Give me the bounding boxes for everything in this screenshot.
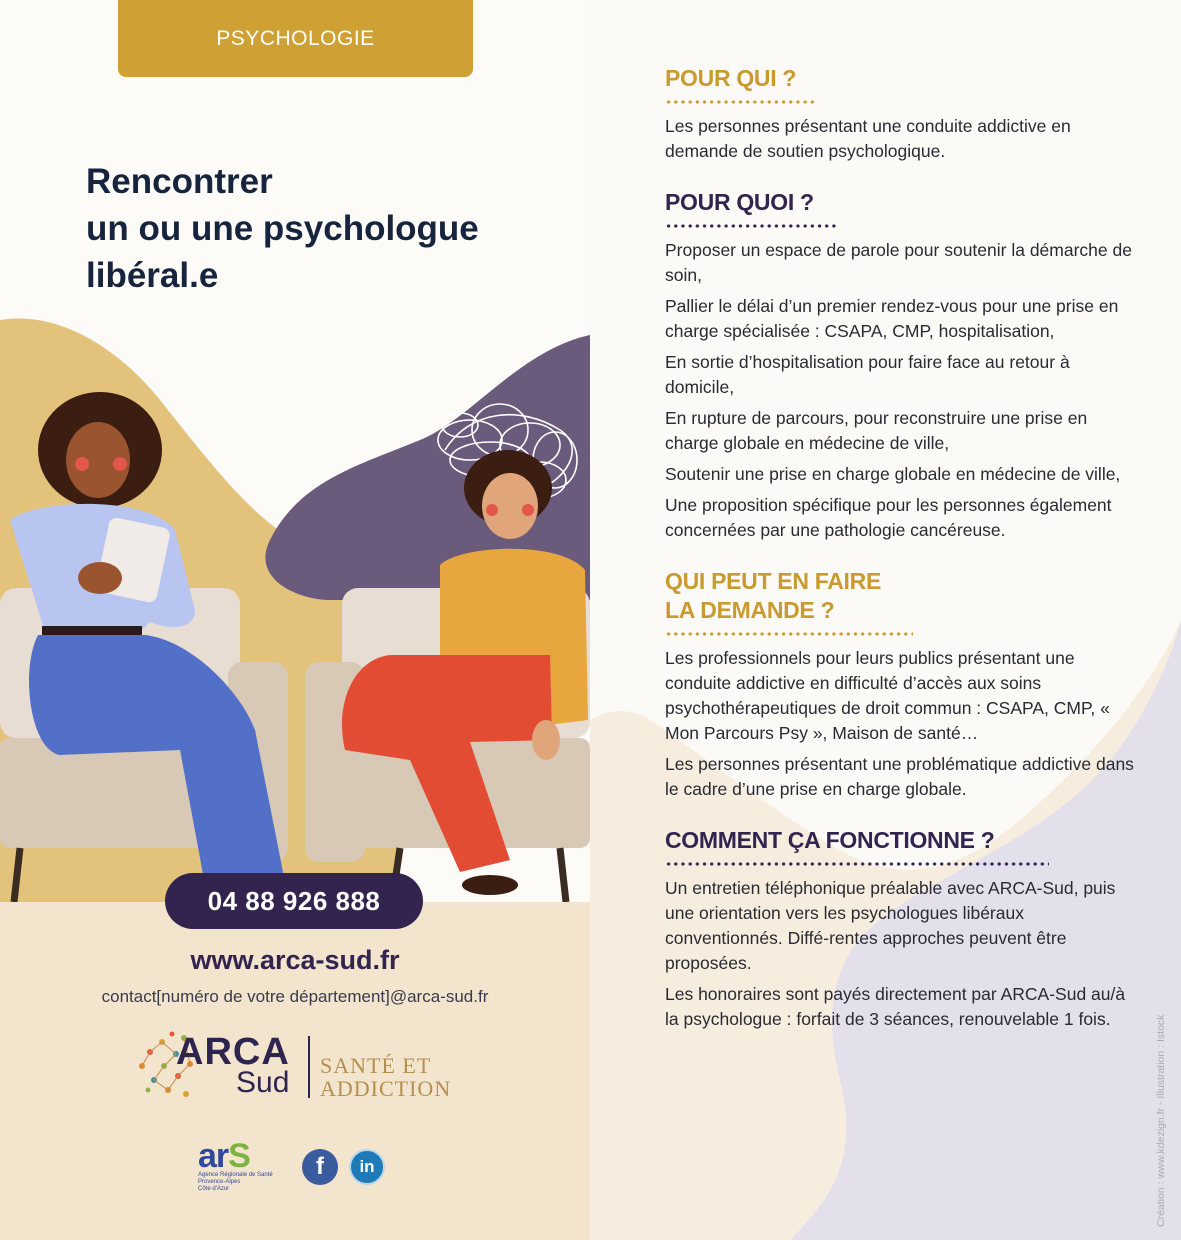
title-line: libéral.e (86, 256, 219, 295)
heading-line: QUI PEUT EN FAIRE (665, 568, 881, 594)
category-tag: PSYCHOLOGIE (118, 0, 473, 77)
facebook-icon[interactable]: f (302, 1149, 338, 1185)
section-qui-peut-demander (665, 567, 1135, 802)
section-paragraph: Un entretien téléphonique préalable avec ARCA-Sud, puis une orientation vers les psychologues libéraux conventionnés. Diffé-rentes approches peuvent être proposées. (665, 878, 1116, 973)
tagline-line: ADDICTION (320, 1076, 452, 1101)
ars-sub-line: Côte d'Azur (198, 1186, 230, 1192)
ars-logo-subtitle (198, 1172, 273, 1193)
section-paragraph: Soutenir une prise en charge globale en médecine de ville, (665, 464, 1121, 484)
ars-logo-s: S (228, 1137, 250, 1175)
section-heading: COMMENT ÇA FONCTIONNE ? (665, 827, 995, 853)
section-heading (665, 567, 1135, 625)
section-heading: POUR QUOI ? (665, 189, 814, 215)
section-paragraph: En sortie d’hospitalisation pour faire face au retour à domicile, (665, 352, 1070, 397)
arca-tagline (320, 1054, 451, 1100)
phone-number-badge[interactable]: 04 88 926 888 (165, 873, 423, 929)
title-line: Rencontrer (86, 162, 273, 201)
ars-sub-line: Agence Régionale de Santé (198, 1172, 273, 1178)
ars-logo (198, 1137, 250, 1176)
contact-email[interactable]: contact[numéro de votre département]@arca-sud.fr (101, 987, 489, 1006)
right-panel (590, 0, 1181, 1240)
section-pour-quoi (665, 188, 1135, 543)
ars-logo-word: ar (198, 1137, 229, 1175)
logo-divider (308, 1036, 310, 1098)
linkedin-icon[interactable]: in (349, 1149, 385, 1185)
arca-logo-name: ARCA (176, 1031, 290, 1073)
credit-text: Création : www.kdezign.fr - Illustration : Istock (1155, 1014, 1167, 1227)
info-content (665, 64, 1135, 1056)
dotted-underline (665, 224, 839, 228)
section-comment-ca-fonctionne (665, 826, 1135, 1032)
section-paragraph: Pallier le délai d’un premier rendez-vous pour une prise en charge spécialisée : CSAPA, CMP, hospitalisation, (665, 296, 1119, 341)
page-title (86, 158, 566, 299)
section-paragraph: Les personnes présentant une problématique addictive dans le cadre d’une prise en charge globale. (665, 754, 1134, 799)
section-paragraph: En rupture de parcours, pour reconstruire une prise en charge globale en médecine de ville, (665, 408, 1088, 453)
section-paragraph: Les personnes présentant une conduite addictive en demande de soutien psychologique. (665, 116, 1071, 161)
dotted-underline (665, 632, 913, 636)
consultation-illustration (0, 310, 590, 910)
heading-line: LA DEMANDE ? (665, 597, 835, 623)
section-paragraph: Une proposition spécifique pour les personnes également concernées par une pathologie cancéreuse. (665, 495, 1112, 540)
title-line: un ou une psychologue (86, 209, 479, 248)
section-paragraph: Les professionnels pour leurs publics présentant une conduite addictive en difficulté d’accès aux soins psychothérapeutiques de droit commun : CSAPA, CMP, « Mon Parcours Psy », Maison de santé… (665, 648, 1110, 743)
arca-logo-sub: Sud (236, 1066, 290, 1099)
credit-line (1151, 965, 1171, 1230)
section-pour-qui (665, 64, 1135, 164)
section-paragraph: Proposer un espace de parole pour soutenir la démarche de soin, (665, 240, 1132, 285)
section-heading: POUR QUI ? (665, 65, 797, 91)
section-paragraph: Les honoraires sont payés directement par ARCA-Sud au/à la psychologue : forfait de 3 séances, renouvelable 1 fois. (665, 984, 1126, 1029)
website-link[interactable]: www.arca-sud.fr (190, 945, 400, 975)
dotted-underline (665, 862, 1049, 866)
dotted-underline (665, 100, 815, 104)
left-panel (0, 0, 590, 1240)
ars-sub-line: Provence-Alpes (198, 1179, 241, 1185)
tagline-line: SANTÉ ET (320, 1053, 432, 1078)
